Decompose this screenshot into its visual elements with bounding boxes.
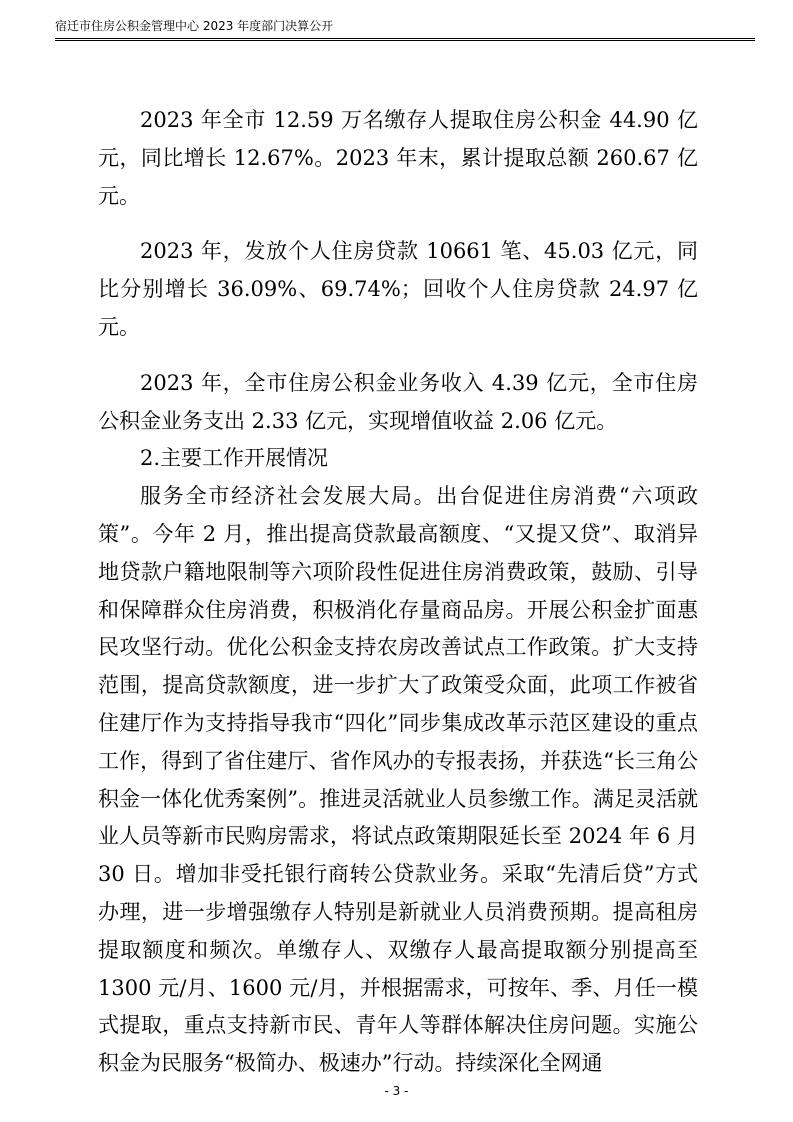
paragraph-work-progress: 服务全市经济社会发展大局。出台促进住房消费“六项政策”。今年 2 月，推出提高贷款最高额度、“又提又贷”、取消异地贷款户籍地限制等六项阶段性促进住房消费政策，鼓励、引导和保障群众住房消费，积极消化存量商品房。开展公积金扩面惠民攻坚行动。优化公积金支持农房改善试点工作政策。扩大支持范围，提高贷款额度，进一步扩大了政策受众面，此项工作被省住建厅作为支持指导我市“四化”同步集成改革示范区建设的重点工作，得到了省住建厅、省作风办的专报表扬，并获选“长三角公积金一体化优秀案例”。推进灵活就业人员参缴工作。满足灵活就业人员等新市民购房需求，将试点政策期限延长至 2024 年 6 月 30 日。增加非受托银行商转公贷款业务。采取“先清后贷”方式办理，进一步增强缴存人特别是新就业人员消费预期。提高租房提取额度和频次。单缴存人、双缴存人最高提取额分别提高至 1300 元/月、1600 元/月，并根据需求，可按年、季、月任一模式提取，重点支持新市民、青年人等群体解决住房问题。实施公积金为民服务“极简办、极速办”行动。持续深化全网通 [98, 484, 698, 1076]
paragraph-gap [98, 215, 698, 233]
paragraph-withdrawal: 2023 年全市 12.59 万名缴存人提取住房公积金 44.90 亿元，同比增长 12.67%。2023 年末，累计提取总额 260.67 亿元。 [98, 108, 698, 208]
page-header [55, 14, 755, 39]
header-divider [55, 40, 755, 41]
header-title: 宿迁市住房公积金管理中心 2023 年度部门决算公开 [55, 19, 334, 33]
section-heading: 2.主要工作开展情况 [140, 446, 329, 471]
paragraph-gap [98, 347, 698, 365]
page-number: - 3 - [384, 1084, 409, 1098]
paragraph-income: 2023 年，全市住房公积金业务收入 4.39 亿元，全市住房公积金业务支出 2.33 亿元，实现增值收益 2.06 亿元。 [98, 370, 698, 433]
paragraph-loans: 2023 年，发放个人住房贷款 10661 笔、45.03 亿元，同比分别增长 36.09%、69.74%；回收个人住房贷款 24.97 亿元。 [98, 239, 698, 339]
page-footer [0, 1084, 793, 1098]
document-body [98, 102, 698, 1083]
